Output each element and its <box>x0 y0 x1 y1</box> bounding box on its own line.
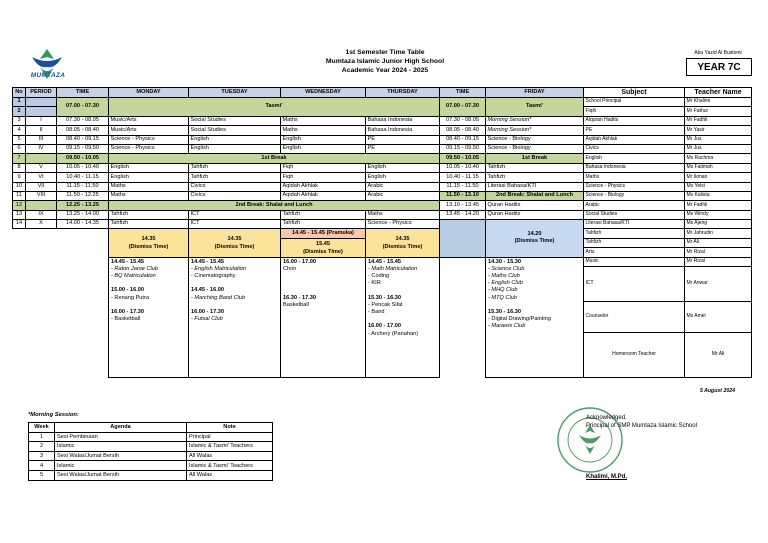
wednesday-clubs <box>281 257 366 377</box>
wednesday-cell: Maths <box>281 126 366 135</box>
subject-cell: Aqidah Akhlak <box>584 135 685 144</box>
club-line: - Cinematography <box>191 273 236 280</box>
row-period: VI <box>26 173 57 182</box>
friday-cell: Morning Session* <box>486 116 584 125</box>
thursday-dismiss <box>366 229 440 257</box>
friday-clubs <box>486 257 584 377</box>
teacher-cell: Mr Rizal <box>685 257 752 266</box>
subject-cell: Literasi Bahasa/KTI <box>584 220 685 229</box>
title-line-3: Academic Year 2024 - 2025 <box>341 67 429 74</box>
row-no: 14 <box>13 220 26 229</box>
table-row <box>13 201 752 210</box>
clubs-row <box>13 257 752 266</box>
teacher-cell: Ms Amel <box>685 302 752 333</box>
monday-cell: Music/Arts <box>109 126 189 135</box>
thursday-cell: Bahasa Indonesia <box>366 126 440 135</box>
teacher-cell: Mr Ali <box>685 333 752 378</box>
row-period: IX <box>26 210 57 219</box>
row-no: 3 <box>13 116 26 125</box>
tuesday-cell: Civics <box>189 182 281 191</box>
teacher-cell: Mr Khalimi <box>685 98 752 107</box>
teacher-cell: Mr Jahrudin <box>685 229 752 238</box>
row-time: 07.30 - 08.05 <box>57 116 109 125</box>
subject-cell: Alquran Hadits <box>584 116 685 125</box>
monday-cell: Music/Arts <box>109 116 189 125</box>
row-period: II <box>26 126 57 135</box>
wednesday-dismiss-time: 15.45 <box>316 240 330 247</box>
table-row: 5 Sesi Walas/Jumat Bersih All Walas <box>29 470 273 480</box>
header-note: Note <box>187 423 273 433</box>
row-time: 11.15 - 11.50 <box>57 182 109 191</box>
teacher-cell: Ms Windy <box>685 210 752 219</box>
title-line-2: Mumtaza Islamic Junior High School <box>325 58 445 65</box>
subject-cell: Social Studies <box>584 210 685 219</box>
row-time: 13.25 - 14.00 <box>57 210 109 219</box>
row-time: 08.40 - 09.15 <box>57 135 109 144</box>
subject-cell: Science - Physics <box>584 182 685 191</box>
dismiss-row <box>13 229 752 238</box>
subject-cell: English <box>584 154 685 163</box>
subject-cell: Homeroom Teacher <box>584 333 685 378</box>
tuesday-dismiss-time: 14.35 <box>227 236 242 243</box>
teacher-cell: Mr Jus <box>685 135 752 144</box>
header-subject: Subject <box>584 88 685 98</box>
club-line: - Band <box>368 309 385 316</box>
monday-cell: Maths <box>109 182 189 191</box>
club-line: - MHQ Club <box>488 287 518 294</box>
wednesday-cell: Fiqh <box>281 173 366 182</box>
row-time: 09.15 - 09.50 <box>57 144 109 153</box>
club-line: 14.45 - 15.45 <box>111 258 144 265</box>
table-row <box>13 98 752 107</box>
thursday-cell: English <box>366 163 440 172</box>
club-line: Basketball <box>283 301 309 308</box>
club-line: 16.00 - 17.00 <box>368 323 401 330</box>
club-line: 14.30 - 15.30 <box>488 258 521 265</box>
club-line: - Coding <box>368 273 390 280</box>
monday-cell: English <box>109 173 189 182</box>
thursday-dismiss-label: (Dismiss Time) <box>382 244 423 251</box>
teacher-cell: Mr Fathur <box>685 107 752 116</box>
friday-time-cell: 11.15 - 11.50 <box>440 182 486 191</box>
header-agenda: Agenda <box>55 423 187 433</box>
friday-cell: Quran Hadits <box>486 210 584 219</box>
friday-cell: Tahfizh <box>486 173 584 182</box>
timetable <box>12 87 752 378</box>
club-line: - MTQ Club <box>488 294 517 301</box>
table-row: 4 Islamic Islamic & Tasmi' Teachers <box>29 461 273 471</box>
subject-cell: Civics <box>584 144 685 153</box>
wednesday-cell: Maths <box>281 116 366 125</box>
club-line: 14.45 - 15.45 <box>191 258 224 265</box>
club-line: - Renang Putra <box>111 294 149 301</box>
tuesday-dismiss-label: (Dismiss Time) <box>214 244 255 251</box>
monday-clubs <box>109 257 189 377</box>
tuesday-clubs <box>189 257 281 377</box>
club-line: - Marching Band Club <box>191 294 246 301</box>
club-line: - English Club <box>488 280 523 287</box>
club-line: - Futsal Club <box>191 316 223 323</box>
row-time: 10.40 - 11.15 <box>57 173 109 182</box>
row-time: 14.00 - 14.35 <box>57 220 109 229</box>
friday-dismiss-time: 14.20 <box>527 230 542 237</box>
table-row <box>13 182 752 191</box>
club-line: 16.00 - 17.00 <box>283 258 316 265</box>
friday-time-cell: 13.45 - 14.20 <box>440 210 486 219</box>
table-row: 3 Sesi Walas/Jumat Bersih All Walas <box>29 451 273 461</box>
table-row <box>13 163 752 172</box>
monday-cell: English <box>109 163 189 172</box>
monday-dismiss <box>109 229 189 257</box>
friday-time-cell: 10.05 - 10.40 <box>440 163 486 172</box>
club-line: 14.45 - 15.45 <box>368 258 401 265</box>
club-line: Choir <box>283 265 297 272</box>
header-teacher: Teacher Name <box>685 88 752 98</box>
table-row <box>13 144 752 153</box>
header-friday: FRIDAY <box>486 88 584 98</box>
club-line: - Maths Club <box>488 273 520 280</box>
subject-cell: Tahfizh <box>584 229 685 238</box>
header-tuesday: TUESDAY <box>189 88 281 98</box>
monday-cell: Tahfizh <box>109 220 189 229</box>
club-line: - Marawis Club <box>488 323 526 330</box>
row-no: 13 <box>13 210 26 219</box>
author-name: Abu Yazid Al Bustomi <box>694 50 742 56</box>
tuesday-cell: Social Studies <box>189 126 281 135</box>
document-date: 5 August 2024 <box>700 388 735 394</box>
row-time: 10.05 - 10.40 <box>57 163 109 172</box>
page-title <box>240 48 530 75</box>
club-line: - KIR <box>368 280 381 287</box>
wednesday-cell: English <box>281 144 366 153</box>
tuesday-cell: ICT <box>189 220 281 229</box>
teacher-cell: Ms Fatimah <box>685 163 752 172</box>
thursday-cell: English <box>366 173 440 182</box>
monday-dismiss-label: (Dismiss Time) <box>128 244 169 251</box>
tuesday-cell: Social Studies <box>189 116 281 125</box>
tuesday-cell: English <box>189 135 281 144</box>
header-thursday: THURSDAY <box>366 88 440 98</box>
row-no: 7 <box>13 154 26 163</box>
table-row <box>13 191 752 200</box>
friday-cell: Science - Biology <box>486 144 584 153</box>
subject-cell: Maths <box>584 173 685 182</box>
row-no: 1 <box>13 98 26 107</box>
subject-cell: School Principal <box>584 98 685 107</box>
tuesday-cell: Tahfizh <box>189 173 281 182</box>
row-time: 11.50 - 12.25 <box>57 191 109 200</box>
thursday-cell: Arabic <box>366 191 440 200</box>
header-week: Week <box>29 423 55 433</box>
table-header-row <box>13 88 752 98</box>
club-line: 15.30 - 16.30 <box>488 309 521 316</box>
header-time: TIME <box>57 88 109 98</box>
monday-dismiss-time: 14.35 <box>141 236 156 243</box>
tasmi-cell: Tasmi' <box>109 98 440 117</box>
monday-cell: Science - Physics <box>109 135 189 144</box>
subject-cell: Tahfizh <box>584 238 685 247</box>
row-period: III <box>26 135 57 144</box>
teacher-cell: Ms Ajeng <box>685 220 752 229</box>
club-line: - Archery (Panahan) <box>368 330 419 337</box>
thursday-cell: Arabic <box>366 182 440 191</box>
wednesday-cell: Tahfizh <box>281 220 366 229</box>
row-no: 5 <box>13 135 26 144</box>
club-line: - Science Club <box>488 265 525 272</box>
row-no: 4 <box>13 126 26 135</box>
table-row <box>13 116 752 125</box>
friday-cell: Literasi Bahasa/KTI <box>486 182 584 191</box>
club-line: - Digital Drawing/Painting <box>488 316 551 323</box>
row-period: IV <box>26 144 57 153</box>
monday-cell: Maths <box>109 191 189 200</box>
friday-time-cell: 13.10 - 13.45 <box>440 201 486 210</box>
friday-time-cell: 08.40 - 09.15 <box>440 135 486 144</box>
row-period: VII <box>26 182 57 191</box>
row-time: 08.05 - 08.40 <box>57 126 109 135</box>
row-period: I <box>26 116 57 125</box>
club-line: - Math Matriculation <box>368 265 418 272</box>
teacher-cell: Ms Rachma <box>685 154 752 163</box>
subject-cell: Bahasa Indonesia <box>584 163 685 172</box>
row-period: X <box>26 220 57 229</box>
thursday-clubs <box>366 257 440 377</box>
teacher-cell: Mr Fadhli <box>685 201 752 210</box>
tuesday-cell: Civics <box>189 191 281 200</box>
row-no: 2 <box>13 107 26 116</box>
tasmi-cell-friday: Tasmi' <box>486 98 584 117</box>
morning-session-title: *Morning Session: <box>28 412 79 418</box>
club-line: - BQ Matriculation <box>111 273 156 280</box>
friday-cell: 1st Break <box>486 154 584 163</box>
teacher-cell: Mr Jus <box>685 144 752 153</box>
friday-dismiss-label: (Dismiss Time) <box>514 238 555 245</box>
teacher-cell: Mr Ikman <box>685 173 752 182</box>
tuesday-cell: English <box>189 144 281 153</box>
club-line: 15.30 - 16.30 <box>368 294 401 301</box>
wednesday-cell: Tahfizh <box>281 210 366 219</box>
ack-line-2: Principal of SMP Mumtaza Islamic School <box>586 423 697 429</box>
row-no: 8 <box>13 163 26 172</box>
class-label: YEAR 7C <box>686 58 752 76</box>
wednesday-dismiss <box>281 238 366 257</box>
row-no: 10 <box>13 182 26 191</box>
friday-cell: Tahfizh <box>486 163 584 172</box>
table-row <box>13 210 752 219</box>
friday-time-cell: 09.15 - 09.50 <box>440 144 486 153</box>
tasmi-time: 07.00 - 07.30 <box>57 98 109 117</box>
header-friday-time: TIME <box>440 88 486 98</box>
row-no: 12 <box>13 201 26 210</box>
subject-cell: Arts <box>584 248 685 257</box>
teacher-cell: Mr Rizal <box>685 248 752 257</box>
club-line: - Pencak Silat <box>368 301 403 308</box>
tuesday-cell: ICT <box>189 210 281 219</box>
wednesday-pramuka: 14.45 - 15.45 (Pramuka) <box>281 229 366 238</box>
table-row <box>13 154 752 163</box>
header-wednesday: WEDNESDAY <box>281 88 366 98</box>
teacher-cell: Ms Kalista <box>685 191 752 200</box>
row-time: 12.25 - 13.25 <box>57 201 109 210</box>
table-row: 2 Islamic Islamic & Tasmi' Teachers <box>29 442 273 452</box>
table-row <box>13 135 752 144</box>
monday-cell: Science - Physics <box>109 144 189 153</box>
school-logo <box>22 45 72 85</box>
friday-time-cell: 07.30 - 08.05 <box>440 116 486 125</box>
row-period: VIII <box>26 191 57 200</box>
row-period: V <box>26 163 57 172</box>
title-line-1: 1st Semester Time Table <box>345 49 425 56</box>
teacher-cell: Mr Yasir <box>685 126 752 135</box>
table-row <box>13 126 752 135</box>
header-no: No <box>13 88 26 98</box>
friday-cell: Morning Session* <box>486 126 584 135</box>
subject-cell: ICT <box>584 267 685 302</box>
club-line: 14.45 - 16.00 <box>191 287 224 294</box>
break-cell: 2nd Break: Shalat and Lunch <box>109 201 440 210</box>
wednesday-cell: Aqidah Akhlak <box>281 182 366 191</box>
teacher-cell: Mr Anwar <box>685 267 752 302</box>
friday-cell: Quran Hadits <box>486 201 584 210</box>
subject-cell: Counselor <box>584 302 685 333</box>
wednesday-dismiss-label: (Dismiss Time) <box>303 248 343 255</box>
thursday-cell: Science - Physics <box>366 220 440 229</box>
table-row <box>13 173 752 182</box>
friday-time-cell: 11.50 - 13.10 <box>440 191 486 200</box>
friday-dismiss-cell <box>486 220 584 258</box>
acknowledgement <box>586 414 746 430</box>
row-no: 6 <box>13 144 26 153</box>
friday-time-cell: 10.40 - 11.15 <box>440 173 486 182</box>
wednesday-cell: Fiqh <box>281 163 366 172</box>
club-line: - Raton Jaroe Club <box>111 265 158 272</box>
tuesday-dismiss <box>189 229 281 257</box>
break-cell: 1st Break <box>109 154 440 163</box>
tuesday-cell: Tahfizh <box>189 163 281 172</box>
teacher-cell: Ms Yelsi <box>685 182 752 191</box>
row-no: 9 <box>13 173 26 182</box>
teacher-cell: Mr Fadhli <box>685 116 752 125</box>
subject-cell: Science - Biology <box>584 191 685 200</box>
friday-time-cell: 09.50 - 10.05 <box>440 154 486 163</box>
friday-cell: 2nd Break: Shalat and Lunch <box>486 191 584 200</box>
friday-time-blank <box>440 220 486 258</box>
thursday-cell: Bahasa Indonesia <box>366 116 440 125</box>
table-row <box>13 220 752 229</box>
teacher-cell: Mr Ali <box>685 238 752 247</box>
club-line: - English Matriculation <box>191 265 247 272</box>
club-line: - Basketball <box>111 316 141 323</box>
club-line: 16.00 - 17.30 <box>191 309 224 316</box>
signer-name: Khalimi, M.Pd. <box>586 474 628 480</box>
subject-cell: Music <box>584 257 685 266</box>
tasmi-time-friday: 07.00 - 07.30 <box>440 98 486 117</box>
thursday-cell: PE <box>366 144 440 153</box>
club-line: 15.00 - 16.00 <box>111 287 144 294</box>
thursday-cell: PE <box>366 135 440 144</box>
subject-cell: Fiqih <box>584 107 685 116</box>
header-monday: MONDAY <box>109 88 189 98</box>
thursday-cell: Maths <box>366 210 440 219</box>
thursday-dismiss-time: 14.35 <box>395 236 410 243</box>
morning-session-table <box>28 422 273 481</box>
wednesday-cell: English <box>281 135 366 144</box>
header-period: PERIOD <box>26 88 57 98</box>
wednesday-cell: Aqidah Akhlak <box>281 191 366 200</box>
subject-cell: Arabic <box>584 201 685 210</box>
table-row: 1 Sesi Pembinaan Principal <box>29 432 273 442</box>
ack-line-1: Acknowledged, <box>586 415 627 421</box>
row-time: 09.50 - 10.05 <box>57 154 109 163</box>
friday-cell: Science - Biology <box>486 135 584 144</box>
subject-cell: PE <box>584 126 685 135</box>
logo-text: MUMTAZA <box>30 72 66 79</box>
friday-time-cell: 08.05 - 08.40 <box>440 126 486 135</box>
monday-cell: Tahfizh <box>109 210 189 219</box>
club-line: 16.30 - 17.30 <box>283 294 316 301</box>
club-line: 16.00 - 17.30 <box>111 309 144 316</box>
row-no: 11 <box>13 191 26 200</box>
